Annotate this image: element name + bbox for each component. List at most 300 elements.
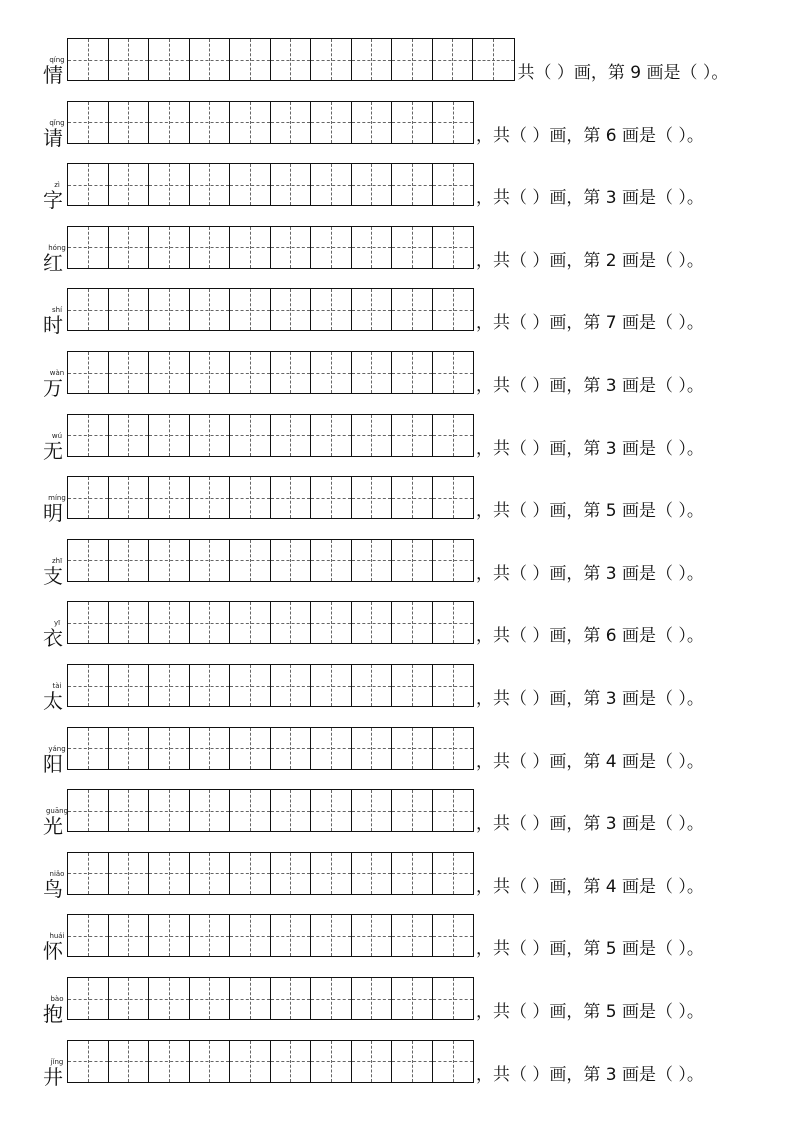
writing-cell[interactable] <box>311 164 352 205</box>
writing-cell[interactable] <box>433 790 474 831</box>
writing-cell[interactable] <box>190 665 231 706</box>
writing-cell[interactable] <box>433 102 474 143</box>
writing-cell[interactable] <box>68 1041 109 1082</box>
character-label <box>40 38 70 88</box>
guide-line-horizontal <box>109 435 149 436</box>
writing-cell[interactable] <box>392 477 433 518</box>
writing-cell[interactable] <box>311 790 352 831</box>
writing-cell[interactable] <box>68 102 109 143</box>
guide-line-horizontal <box>190 1061 230 1062</box>
stroke-question: ，共（ ）画，第 7 画是（ ）。 <box>476 313 704 334</box>
writing-cell[interactable] <box>68 164 109 205</box>
writing-cell[interactable] <box>109 415 150 456</box>
guide-line-horizontal <box>109 247 149 248</box>
character-label <box>40 914 70 964</box>
writing-cell[interactable] <box>109 227 150 268</box>
character-label <box>40 414 70 464</box>
guide-line-horizontal <box>109 999 149 1000</box>
writing-cell[interactable] <box>352 915 393 956</box>
writing-cell[interactable] <box>68 665 109 706</box>
guide-line-horizontal <box>392 435 432 436</box>
writing-cell[interactable] <box>271 1041 312 1082</box>
guide-line-horizontal <box>271 122 311 123</box>
writing-cell[interactable] <box>68 728 109 769</box>
writing-cell[interactable] <box>352 602 393 643</box>
writing-cell[interactable] <box>230 164 271 205</box>
writing-grid <box>67 288 474 331</box>
writing-cell[interactable] <box>190 728 231 769</box>
guide-line-horizontal <box>68 999 108 1000</box>
writing-cell[interactable] <box>109 853 150 894</box>
writing-grid <box>67 38 515 81</box>
guide-line-horizontal <box>68 310 108 311</box>
guide-line-horizontal <box>352 686 392 687</box>
guide-line-horizontal <box>109 122 149 123</box>
guide-line-horizontal <box>230 498 270 499</box>
writing-cell[interactable] <box>311 227 352 268</box>
pinyin-text: shí <box>51 306 63 315</box>
writing-cell[interactable] <box>230 477 271 518</box>
writing-cell[interactable] <box>149 289 190 330</box>
writing-cell[interactable] <box>311 477 352 518</box>
guide-line-horizontal <box>352 122 392 123</box>
writing-cell[interactable] <box>230 1041 271 1082</box>
chinese-character: 抱 <box>43 1002 63 1026</box>
writing-cell[interactable] <box>109 352 150 393</box>
guide-line-horizontal <box>109 748 149 749</box>
character-label <box>40 977 70 1027</box>
writing-cell[interactable] <box>433 978 474 1019</box>
writing-cell[interactable] <box>271 164 312 205</box>
writing-cell[interactable] <box>230 915 271 956</box>
writing-cell[interactable] <box>68 415 109 456</box>
writing-cell[interactable] <box>433 39 474 80</box>
writing-cell[interactable] <box>433 289 474 330</box>
guide-line-horizontal <box>149 748 189 749</box>
chinese-character: 万 <box>43 376 63 400</box>
writing-cell[interactable] <box>311 289 352 330</box>
character-label <box>40 727 70 777</box>
guide-line-horizontal <box>68 122 108 123</box>
exercise-row <box>0 1040 800 1100</box>
guide-line-horizontal <box>271 1061 311 1062</box>
writing-cell[interactable] <box>352 540 393 581</box>
writing-cell[interactable] <box>352 39 393 80</box>
guide-line-horizontal <box>230 373 270 374</box>
writing-cell[interactable] <box>109 477 150 518</box>
guide-line-horizontal <box>311 748 351 749</box>
writing-cell[interactable] <box>311 853 352 894</box>
writing-cell[interactable] <box>433 915 474 956</box>
writing-cell[interactable] <box>68 602 109 643</box>
stroke-question: ，共（ ）画，第 3 画是（ ）。 <box>476 563 704 584</box>
writing-cell[interactable] <box>352 978 393 1019</box>
writing-cell[interactable] <box>352 790 393 831</box>
writing-cell[interactable] <box>230 728 271 769</box>
writing-cell[interactable] <box>311 602 352 643</box>
writing-cell[interactable] <box>271 227 312 268</box>
writing-cell[interactable] <box>109 665 150 706</box>
guide-line-horizontal <box>149 811 189 812</box>
chinese-character: 支 <box>43 563 63 588</box>
guide-line-horizontal <box>149 999 189 1000</box>
writing-cell[interactable] <box>352 1041 393 1082</box>
writing-cell[interactable] <box>311 415 352 456</box>
writing-cell[interactable] <box>311 102 352 143</box>
guide-line-horizontal <box>433 310 474 311</box>
writing-cell[interactable] <box>68 477 109 518</box>
guide-line-horizontal <box>271 873 311 874</box>
writing-cell[interactable] <box>230 102 271 143</box>
writing-cell[interactable] <box>392 853 433 894</box>
writing-cell[interactable] <box>109 728 150 769</box>
writing-grid <box>67 101 474 144</box>
writing-cell[interactable] <box>68 227 109 268</box>
writing-cell[interactable] <box>149 665 190 706</box>
guide-line-horizontal <box>149 122 189 123</box>
guide-line-horizontal <box>230 936 270 937</box>
guide-line-horizontal <box>149 373 189 374</box>
guide-line-horizontal <box>149 247 189 248</box>
guide-line-horizontal <box>109 873 149 874</box>
guide-line-horizontal <box>311 185 351 186</box>
writing-cell[interactable] <box>190 39 231 80</box>
exercise-row <box>0 727 800 787</box>
writing-cell[interactable] <box>433 1041 474 1082</box>
guide-line-horizontal <box>109 185 149 186</box>
pinyin-text: wú <box>51 431 63 440</box>
writing-cell[interactable] <box>352 102 393 143</box>
writing-cell[interactable] <box>230 540 271 581</box>
writing-cell[interactable] <box>352 289 393 330</box>
guide-line-horizontal <box>190 435 230 436</box>
writing-cell[interactable] <box>190 978 231 1019</box>
writing-cell[interactable] <box>190 415 231 456</box>
writing-cell[interactable] <box>433 853 474 894</box>
writing-cell[interactable] <box>433 164 474 205</box>
writing-cell[interactable] <box>352 728 393 769</box>
guide-line-horizontal <box>190 748 230 749</box>
writing-cell[interactable] <box>271 477 312 518</box>
guide-line-horizontal <box>433 560 474 561</box>
guide-line-horizontal <box>392 498 432 499</box>
writing-cell[interactable] <box>230 978 271 1019</box>
guide-line-horizontal <box>190 373 230 374</box>
chinese-character: 时 <box>43 313 63 338</box>
writing-cell[interactable] <box>392 665 433 706</box>
writing-cell[interactable] <box>311 665 352 706</box>
guide-line-horizontal <box>271 247 311 248</box>
guide-line-horizontal <box>109 1061 149 1062</box>
guide-line-horizontal <box>230 1061 270 1062</box>
writing-cell[interactable] <box>433 728 474 769</box>
writing-cell[interactable] <box>271 665 312 706</box>
guide-line-horizontal <box>190 310 230 311</box>
guide-line-horizontal <box>352 310 392 311</box>
writing-cell[interactable] <box>149 602 190 643</box>
writing-cell[interactable] <box>149 352 190 393</box>
writing-grid <box>67 727 474 770</box>
writing-cell[interactable] <box>149 728 190 769</box>
writing-cell[interactable] <box>352 415 393 456</box>
writing-cell[interactable] <box>352 352 393 393</box>
writing-cell[interactable] <box>392 1041 433 1082</box>
writing-cell[interactable] <box>230 790 271 831</box>
writing-cell[interactable] <box>230 602 271 643</box>
writing-cell[interactable] <box>311 1041 352 1082</box>
writing-cell[interactable] <box>149 39 190 80</box>
chinese-character: 请 <box>43 125 63 150</box>
writing-cell[interactable] <box>433 602 474 643</box>
writing-cell[interactable] <box>311 352 352 393</box>
writing-cell[interactable] <box>392 415 433 456</box>
guide-line-horizontal <box>271 686 311 687</box>
writing-cell[interactable] <box>311 728 352 769</box>
guide-line-horizontal <box>433 247 474 248</box>
writing-cell[interactable] <box>433 227 474 268</box>
writing-cell[interactable] <box>392 915 433 956</box>
guide-line-horizontal <box>230 748 270 749</box>
guide-line-horizontal <box>473 60 514 61</box>
writing-cell[interactable] <box>190 477 231 518</box>
guide-line-horizontal <box>149 435 189 436</box>
writing-cell[interactable] <box>109 790 150 831</box>
guide-line-horizontal <box>68 873 108 874</box>
writing-cell[interactable] <box>433 352 474 393</box>
writing-cell[interactable] <box>190 853 231 894</box>
writing-cell[interactable] <box>149 164 190 205</box>
guide-line-horizontal <box>392 1061 432 1062</box>
guide-line-horizontal <box>271 60 311 61</box>
character-label <box>40 163 70 213</box>
writing-cell[interactable] <box>352 164 393 205</box>
guide-line-horizontal <box>109 623 149 624</box>
writing-cell[interactable] <box>392 227 433 268</box>
writing-cell[interactable] <box>149 790 190 831</box>
writing-cell[interactable] <box>271 790 312 831</box>
writing-cell[interactable] <box>352 227 393 268</box>
writing-cell[interactable] <box>68 853 109 894</box>
writing-cell[interactable] <box>109 915 150 956</box>
writing-cell[interactable] <box>352 665 393 706</box>
guide-line-horizontal <box>271 999 311 1000</box>
writing-cell[interactable] <box>392 39 433 80</box>
writing-cell[interactable] <box>433 477 474 518</box>
pinyin-text: zì <box>54 181 60 190</box>
guide-line-horizontal <box>433 60 473 61</box>
writing-cell[interactable] <box>392 164 433 205</box>
guide-line-horizontal <box>271 623 311 624</box>
guide-line-horizontal <box>433 373 474 374</box>
guide-line-horizontal <box>271 435 311 436</box>
guide-line-horizontal <box>392 936 432 937</box>
guide-line-horizontal <box>392 185 432 186</box>
writing-cell[interactable] <box>271 853 312 894</box>
guide-line-horizontal <box>433 185 474 186</box>
chinese-character: 阳 <box>43 751 63 776</box>
writing-cell[interactable] <box>433 540 474 581</box>
writing-cell[interactable] <box>392 790 433 831</box>
writing-cell[interactable] <box>149 102 190 143</box>
guide-line-horizontal <box>68 373 108 374</box>
writing-cell[interactable] <box>230 289 271 330</box>
exercise-row <box>0 288 800 348</box>
pinyin-text: huái <box>49 932 65 941</box>
writing-cell[interactable] <box>68 289 109 330</box>
guide-line-horizontal <box>433 1061 474 1062</box>
writing-cell[interactable] <box>149 1041 190 1082</box>
writing-grid <box>67 852 474 895</box>
writing-cell[interactable] <box>230 665 271 706</box>
writing-cell[interactable] <box>109 164 150 205</box>
stroke-question: ，共（ ）画，第 6 画是（ ）。 <box>476 626 704 647</box>
guide-line-horizontal <box>190 185 230 186</box>
writing-cell[interactable] <box>311 39 352 80</box>
writing-cell[interactable] <box>311 540 352 581</box>
chinese-character: 红 <box>43 250 63 275</box>
writing-grid <box>67 1040 474 1083</box>
writing-cell[interactable] <box>352 477 393 518</box>
writing-cell[interactable] <box>68 352 109 393</box>
writing-cell[interactable] <box>190 602 231 643</box>
writing-cell[interactable] <box>149 978 190 1019</box>
exercise-row <box>0 789 800 849</box>
guide-line-horizontal <box>352 560 392 561</box>
writing-cell[interactable] <box>149 915 190 956</box>
pinyin-text: yī <box>53 619 61 628</box>
writing-cell[interactable] <box>271 415 312 456</box>
writing-cell[interactable] <box>149 227 190 268</box>
writing-cell[interactable] <box>311 978 352 1019</box>
writing-cell[interactable] <box>109 289 150 330</box>
character-label <box>40 664 70 714</box>
writing-grid <box>67 789 474 832</box>
stroke-question: ，共（ ）画，第 3 画是（ ）。 <box>476 188 704 209</box>
writing-cell[interactable] <box>271 352 312 393</box>
writing-cell[interactable] <box>190 352 231 393</box>
writing-cell[interactable] <box>109 540 150 581</box>
writing-cell[interactable] <box>190 915 231 956</box>
writing-cell[interactable] <box>68 39 109 80</box>
guide-line-horizontal <box>68 936 108 937</box>
writing-cell[interactable] <box>392 352 433 393</box>
writing-cell[interactable] <box>230 853 271 894</box>
stroke-question: ，共（ ）画，第 5 画是（ ）。 <box>476 501 704 522</box>
writing-cell[interactable] <box>190 1041 231 1082</box>
writing-cell[interactable] <box>392 978 433 1019</box>
writing-cell[interactable] <box>230 415 271 456</box>
writing-cell[interactable] <box>109 602 150 643</box>
writing-cell[interactable] <box>68 915 109 956</box>
character-label <box>40 1040 70 1090</box>
guide-line-horizontal <box>433 498 474 499</box>
guide-line-horizontal <box>190 560 230 561</box>
guide-line-horizontal <box>311 811 351 812</box>
writing-cell[interactable] <box>230 352 271 393</box>
writing-cell[interactable] <box>271 602 312 643</box>
writing-grid <box>67 601 474 644</box>
guide-line-horizontal <box>68 686 108 687</box>
guide-line-horizontal <box>271 936 311 937</box>
guide-line-horizontal <box>271 373 311 374</box>
writing-cell[interactable] <box>190 289 231 330</box>
writing-cell[interactable] <box>190 102 231 143</box>
guide-line-horizontal <box>311 247 351 248</box>
writing-cell[interactable] <box>392 289 433 330</box>
guide-line-horizontal <box>392 623 432 624</box>
writing-cell[interactable] <box>230 227 271 268</box>
writing-cell[interactable] <box>149 540 190 581</box>
stroke-question: ，共（ ）画，第 5 画是（ ）。 <box>476 939 704 960</box>
stroke-question: ，共（ ）画，第 6 画是（ ）。 <box>476 125 704 146</box>
writing-grid <box>67 977 474 1020</box>
chinese-character: 衣 <box>43 626 63 651</box>
writing-cell[interactable] <box>68 978 109 1019</box>
writing-cell[interactable] <box>311 915 352 956</box>
writing-cell[interactable] <box>271 39 312 80</box>
writing-cell[interactable] <box>392 602 433 643</box>
exercise-row <box>0 414 800 474</box>
character-label <box>40 539 70 589</box>
guide-line-horizontal <box>190 873 230 874</box>
writing-cell[interactable] <box>68 790 109 831</box>
guide-line-horizontal <box>311 373 351 374</box>
writing-cell[interactable] <box>392 540 433 581</box>
writing-cell[interactable] <box>109 1041 150 1082</box>
guide-line-horizontal <box>230 435 270 436</box>
writing-cell[interactable] <box>271 289 312 330</box>
character-label <box>40 351 70 401</box>
writing-cell[interactable] <box>190 227 231 268</box>
writing-grid <box>67 351 474 394</box>
writing-cell[interactable] <box>109 978 150 1019</box>
writing-cell[interactable] <box>271 102 312 143</box>
guide-line-horizontal <box>68 498 108 499</box>
writing-cell[interactable] <box>271 728 312 769</box>
writing-cell[interactable] <box>392 102 433 143</box>
writing-cell[interactable] <box>230 39 271 80</box>
writing-cell[interactable] <box>433 415 474 456</box>
writing-cell[interactable] <box>433 665 474 706</box>
pinyin-text: bào <box>50 995 64 1003</box>
guide-line-horizontal <box>352 999 392 1000</box>
writing-cell[interactable] <box>190 540 231 581</box>
writing-cell[interactable] <box>473 39 514 80</box>
guide-line-horizontal <box>433 999 474 1000</box>
writing-cell[interactable] <box>190 164 231 205</box>
pinyin-text: qíng <box>49 56 65 64</box>
writing-cell[interactable] <box>149 415 190 456</box>
writing-cell[interactable] <box>149 477 190 518</box>
writing-cell[interactable] <box>352 853 393 894</box>
stroke-question: ，共（ ）画，第 3 画是（ ）。 <box>476 1064 704 1085</box>
writing-cell[interactable] <box>190 790 231 831</box>
exercise-row <box>0 914 800 974</box>
guide-line-horizontal <box>149 936 189 937</box>
guide-line-horizontal <box>352 60 392 61</box>
guide-line-horizontal <box>109 373 149 374</box>
guide-line-horizontal <box>392 686 432 687</box>
writing-cell[interactable] <box>271 540 312 581</box>
guide-line-horizontal <box>271 811 311 812</box>
writing-cell[interactable] <box>271 978 312 1019</box>
writing-cell[interactable] <box>149 853 190 894</box>
writing-cell[interactable] <box>392 728 433 769</box>
writing-cell[interactable] <box>109 102 150 143</box>
writing-cell[interactable] <box>68 540 109 581</box>
writing-cell[interactable] <box>271 915 312 956</box>
writing-cell[interactable] <box>109 39 150 80</box>
